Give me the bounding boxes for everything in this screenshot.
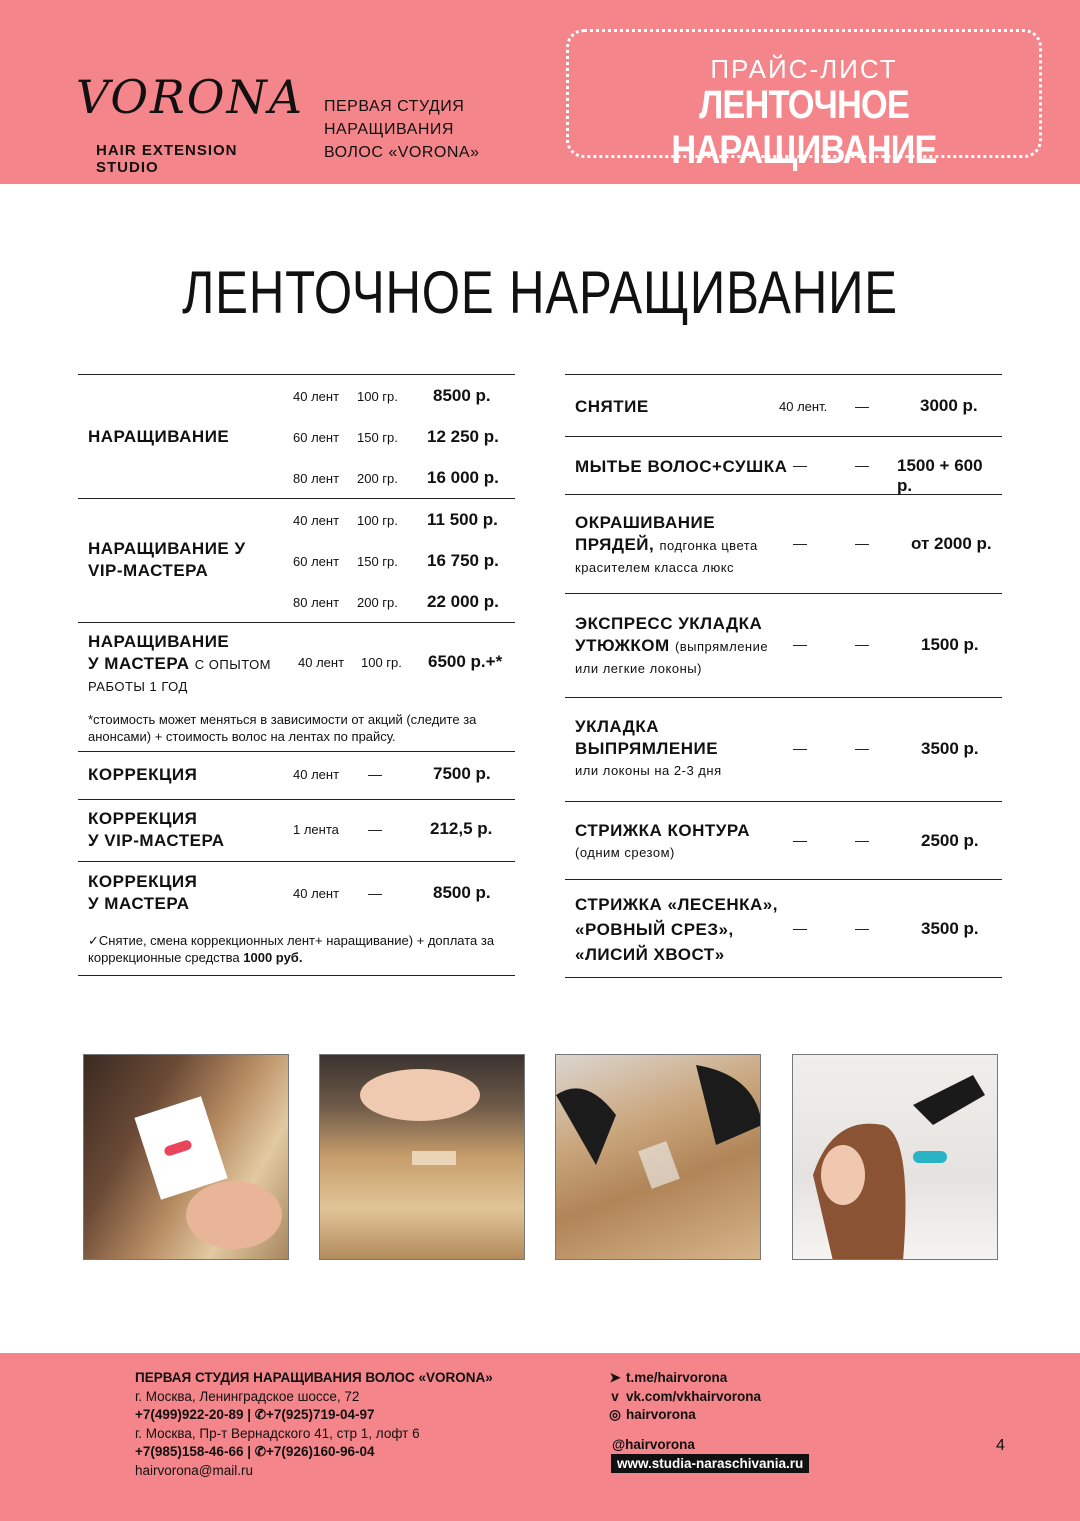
service-name-line: (одним срезом) — [575, 845, 675, 860]
logo-tagline: HAIR EXTENSION STUDIO — [96, 142, 238, 176]
studio-tagline — [324, 95, 480, 164]
footer-phones[interactable]: +7(499)922-20-89 | ✆+7(925)719-04-97 — [135, 1407, 375, 1422]
price-cell: 7500 р. — [433, 764, 491, 783]
empty-cell: — — [368, 885, 382, 901]
qty-cell: 40 лент. — [779, 399, 828, 414]
qty-cell: 1 лента — [293, 822, 339, 837]
footer-address: г. Москва, Ленинградское шоссе, 72 — [135, 1388, 360, 1404]
service-name-line: СТРИЖКА КОНТУРА — [575, 821, 750, 840]
footer-phones[interactable]: +7(985)158-46-66 | ✆+7(926)160-96-04 — [135, 1444, 375, 1459]
left-price-table — [78, 374, 515, 976]
weight-cell: 100 гр. — [357, 513, 398, 528]
qty-cell: 60 лент — [293, 554, 340, 569]
price-section-correction — [78, 752, 515, 800]
empty-cell: — — [855, 740, 869, 756]
footer-website[interactable]: www.studia-naraschivania.ru — [611, 1454, 809, 1473]
price-section-correction-vip — [78, 800, 515, 862]
footer-email[interactable]: hairvorona@mail.ru — [135, 1462, 253, 1478]
service-name-line: «РОВНЫЙ СРЕЗ», — [575, 920, 734, 939]
service-name-line: или легкие локоны) — [575, 661, 702, 676]
price-section-removal — [565, 375, 1002, 437]
price-cell: 22 000 р. — [427, 592, 499, 611]
service-name: НАРАЩИВАНИЕ — [88, 427, 230, 446]
price-cell: 1500 + 600 р. — [897, 456, 983, 495]
service-name-line: УКЛАДКА — [575, 717, 660, 736]
service-name-line: ЭКСПРЕСС УКЛАДКА — [575, 614, 763, 633]
badge-subtitle: ПРАЙС-ЛИСТ — [710, 54, 898, 84]
price-cell: 212,5 р. — [430, 819, 493, 838]
photo-illustration — [84, 1055, 289, 1260]
price-section-extension — [78, 375, 515, 499]
price-section-master — [78, 623, 515, 752]
qty-cell: 40 лент — [293, 886, 340, 901]
service-name — [88, 631, 271, 698]
service-name-line: НАРАЩИВАНИЕ — [88, 632, 230, 651]
right-price-table — [565, 374, 1002, 978]
price-cell: 16 750 р. — [427, 551, 499, 570]
service-name-line: КОРРЕКЦИЯ — [88, 809, 198, 828]
service-name — [575, 613, 768, 680]
price-cell: 12 250 р. — [427, 427, 499, 446]
weight-cell: 100 гр. — [361, 655, 402, 670]
service-name-line: красителем класса люкс — [575, 560, 735, 575]
weight-cell: 200 гр. — [357, 471, 398, 486]
price-section-styling — [565, 698, 1002, 802]
logo-wordmark: VORONA — [76, 70, 304, 124]
price-cell: 1500 р. — [921, 635, 979, 654]
price-section-haircut — [565, 880, 1002, 978]
empty-cell: — — [855, 457, 869, 473]
service-name — [88, 538, 246, 582]
price-cell: от 2000 р. — [911, 534, 992, 553]
service-name: МЫТЬЕ ВОЛОС+СУШКА — [575, 457, 788, 476]
photo-hair-coloring — [555, 1054, 761, 1260]
badge-title: ЛЕНТОЧНОЕ НАРАЩИВАНИЕ — [671, 83, 937, 172]
price-cell: 11 500 р. — [427, 510, 498, 529]
service-name — [575, 820, 750, 864]
footer-address: г. Москва, Пр-т Вернадского 41, стр 1, лофт 6 — [135, 1425, 420, 1441]
service-name — [575, 716, 722, 782]
qty-cell: 80 лент — [293, 595, 340, 610]
weight-cell: 100 гр. — [357, 389, 398, 404]
price-section-vip — [78, 499, 515, 623]
instagram-link[interactable]: ◎ hairvorona — [608, 1406, 761, 1425]
price-cell: 3500 р. — [921, 919, 979, 938]
qty-cell: 40 лент — [293, 389, 340, 404]
service-name-line: ОКРАШИВАНИЕ — [575, 513, 716, 532]
footer-contacts — [135, 1369, 493, 1480]
price-section-wash — [565, 437, 1002, 495]
empty-cell: — — [368, 821, 382, 837]
vk-icon: ᴠ — [611, 1388, 619, 1404]
qty-cell: 80 лент — [293, 471, 340, 486]
service-name-line: РАБОТЫ 1 ГОД — [88, 679, 188, 694]
photo-tape-application — [319, 1054, 525, 1260]
service-name — [88, 871, 197, 915]
empty-cell: — — [793, 535, 807, 551]
telegram-link[interactable]: ➤ t.me/hairvorona — [608, 1369, 761, 1388]
empty-cell: — — [855, 920, 869, 936]
studio-line: ВОЛОС «VORONA» — [324, 144, 480, 161]
photo-illustration — [556, 1055, 761, 1260]
service-name-line: У МАСТЕРА — [88, 894, 190, 913]
price-cell: 8500 р. — [433, 386, 491, 405]
photo-blow-dry-styling — [792, 1054, 998, 1260]
service-name-line: У VIP-МАСТЕРА — [88, 831, 225, 850]
service-name-line: НАРАЩИВАНИЕ У — [88, 539, 246, 558]
service-name-line: или локоны на 2-3 дня — [575, 763, 722, 778]
empty-cell: — — [368, 766, 382, 782]
service-name — [575, 512, 758, 579]
footer-studio-name: ПЕРВАЯ СТУДИЯ НАРАЩИВАНИЯ ВОЛОС «VORONA» — [135, 1370, 493, 1385]
empty-cell: — — [793, 832, 807, 848]
weight-cell: 150 гр. — [357, 554, 398, 569]
price-cell: 3000 р. — [920, 396, 978, 415]
service-name-line: КОРРЕКЦИЯ — [88, 872, 198, 891]
price-section-correction-master — [78, 862, 515, 976]
instagram-icon: ◎ — [609, 1407, 621, 1422]
price-section-contour-cut — [565, 802, 1002, 880]
weight-cell: 150 гр. — [357, 430, 398, 445]
footnote: ✓Снятие, смена коррекционных лент+ наращивание) + доплата за коррекционные средства 1000 руб. — [88, 933, 495, 965]
service-name-line: УТЮЖКОМ (выпрямление — [575, 636, 769, 655]
telegram-icon: ➤ — [609, 1370, 621, 1385]
page-number: 4 — [996, 1437, 1005, 1454]
weight-cell: 200 гр. — [357, 595, 398, 610]
empty-cell: — — [793, 740, 807, 756]
price-cell: 16 000 р. — [427, 468, 499, 487]
empty-cell: — — [793, 636, 807, 652]
qty-cell: 40 лент — [298, 655, 345, 670]
service-name-line: ВЫПРЯМЛЕНИЕ — [575, 739, 719, 758]
qty-cell: 40 лент — [293, 513, 340, 528]
service-name: СНЯТИЕ — [575, 397, 649, 416]
footer — [0, 1353, 1080, 1521]
price-cell: 8500 р. — [433, 883, 491, 902]
footer-social-links — [608, 1369, 761, 1425]
price-list-badge — [566, 29, 1042, 172]
service-name-line: ПРЯДЕЙ, подгонка цвета — [575, 535, 758, 554]
header — [0, 0, 1080, 184]
empty-cell: — — [855, 398, 869, 414]
service-name-line: У МАСТЕРА С ОПЫТОМ — [88, 654, 272, 673]
price-cell: 6500 р.+* — [428, 652, 503, 671]
service-name-line: VIP-МАСТЕРА — [88, 561, 209, 580]
photo-illustration — [793, 1055, 998, 1260]
qty-cell: 60 лент — [293, 430, 340, 445]
photo-hair-extensions-package — [83, 1054, 289, 1260]
qty-cell: 40 лент — [293, 767, 340, 782]
price-cell: 2500 р. — [921, 831, 979, 850]
page-title: ЛЕНТОЧНОЕ НАРАЩИВАНИЕ — [182, 259, 898, 326]
price-section-coloring — [565, 495, 1002, 594]
empty-cell: — — [855, 832, 869, 848]
studio-line: НАРАЩИВАНИЯ — [324, 121, 454, 138]
vk-link[interactable]: ᴠ vk.com/vkhairvorona — [608, 1388, 761, 1407]
service-name — [88, 808, 225, 852]
empty-cell: — — [855, 636, 869, 652]
studio-logo — [76, 70, 304, 176]
footer-handle[interactable]: @hairvorona — [612, 1437, 695, 1452]
empty-cell: — — [855, 535, 869, 551]
empty-cell: — — [793, 920, 807, 936]
service-name-line: СТРИЖКА «ЛЕСЕНКА», — [575, 895, 778, 914]
price-section-express-styling — [565, 594, 1002, 698]
empty-cell: — — [793, 457, 807, 473]
price-cell: 3500 р. — [921, 739, 979, 758]
service-name — [575, 892, 778, 967]
photo-illustration — [320, 1055, 525, 1260]
service-name: КОРРЕКЦИЯ — [88, 765, 198, 784]
footnote: *стоимость может меняться в зависимости от акций (следите за анонсами) + стоимость волос на лентах по прайсу. — [88, 712, 477, 744]
service-name-line: «ЛИСИЙ ХВОСТ» — [575, 945, 725, 964]
studio-line: ПЕРВАЯ СТУДИЯ — [324, 98, 465, 115]
